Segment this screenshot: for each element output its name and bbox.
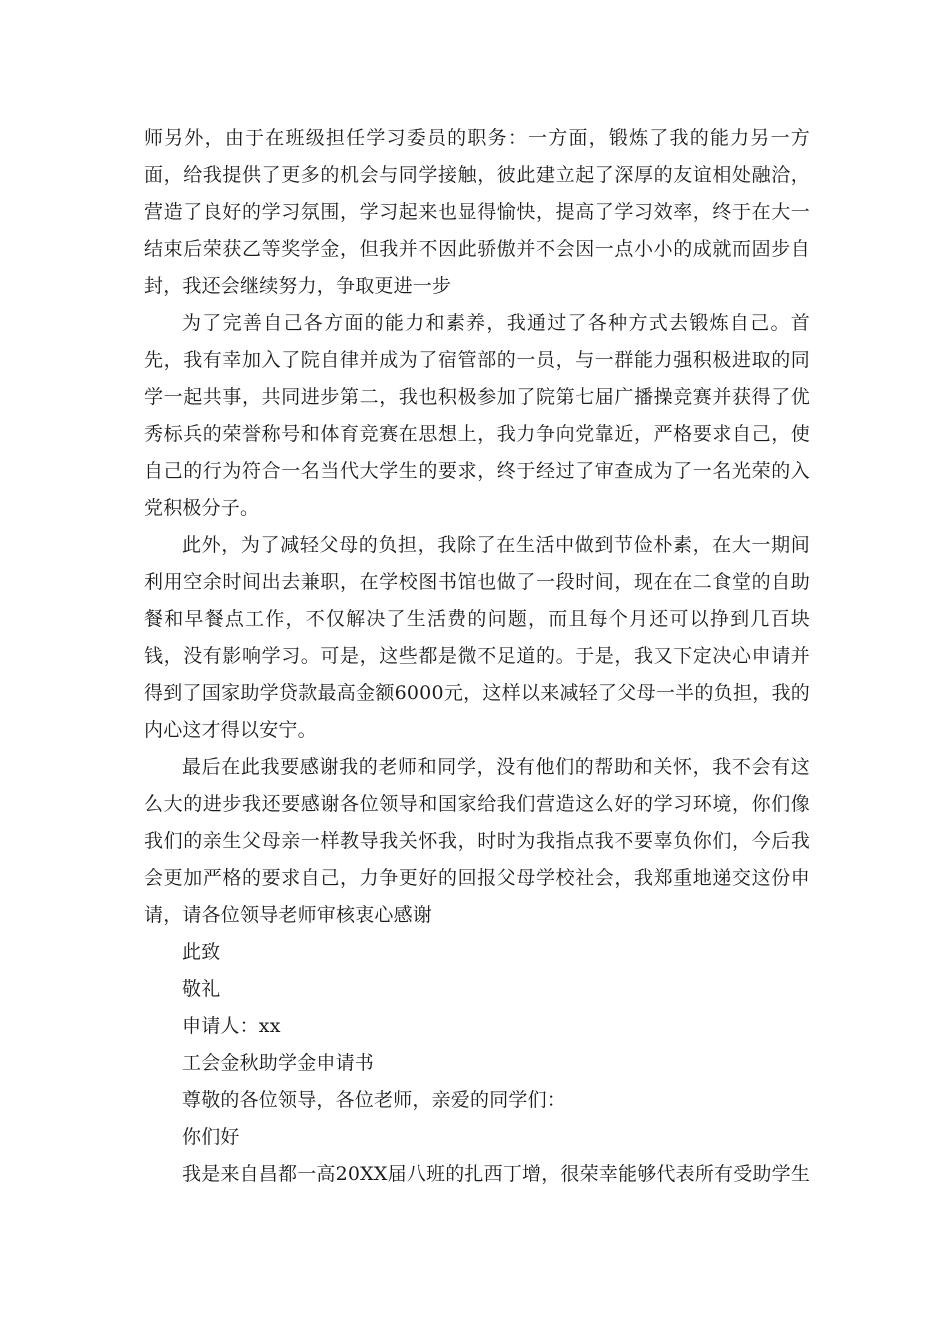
second-letter-title: 工会金秋助学金申请书 — [182, 1052, 375, 1074]
closing-salutation: 此致 — [182, 941, 221, 963]
applicant-signature: 申请人：xx — [182, 1015, 281, 1037]
second-letter-greeting: 尊敬的各位领导，各位老师，亲爱的同学们： — [182, 1089, 567, 1111]
paragraph-self-improvement: 为了完善自己各方面的能力和素养，我通过了各种方式去锻炼自己。首先，我有幸加入了院自律并成为了宿管部的一员，与一群能力强积极进取的同学一起共事，共同进步第二，我也积极参加了院第七届广播操竞赛并获得了优秀标兵的荣誉称号和体育竞赛在思想上，我力争向党靠近，严格要求自己，使自己的行为符合一名当代大学生的要求，终于经过了审查成为了一名光荣的入党积极分子。 — [144, 312, 810, 519]
second-letter-opening: 我是来自昌都一高20XX届八班的扎西丁增，很荣幸能够代表所有受助学生 — [182, 1163, 811, 1185]
paragraph-thanks: 最后在此我要感谢我的老师和同学，没有他们的帮助和关怀，我不会有这么大的进步我还要感谢各位领导和国家给我们营造这么好的学习环境，你们像我们的亲生父母亲一样教导我关怀我，时时为我指点我不要辜负你们，今后我会更加严格的要求自己，力争更好的回报父母学校社会，我郑重地递交这份申请，请各位领导老师审核衷心感谢 — [144, 756, 810, 926]
document-body — [144, 120, 810, 1193]
closing-respect: 敬礼 — [182, 978, 221, 1000]
paragraph-study-committee: 师另外，由于在班级担任学习委员的职务：一方面，锻炼了我的能力另一方面，给我提供了更多的机会与同学接触，彼此建立起了深厚的友谊相处融洽，营造了良好的学习氛围，学习起来也显得愉快，提高了学习效率，终于在大一结束后荣获乙等奖学金，但我并不因此骄傲并不会因一点小小的成就而固步自封，我还会继续努力，争取更进一步 — [144, 127, 810, 297]
second-letter-hello: 你们好 — [182, 1126, 240, 1148]
paragraph-part-time-work: 此外，为了减轻父母的负担，我除了在生活中做到节俭朴素，在大一期间利用空余时间出去兼职，在学校图书馆也做了一段时间，现在在二食堂的自助餐和早餐点工作，不仅解决了生活费的问题，而且每个月还可以挣到几百块钱，没有影响学习。可是，这些都是微不足道的。于是，我又下定决心申请并得到了国家助学贷款最高金额6000元，这样以来减轻了父母一半的负担，我的内心这才得以安宁。 — [144, 534, 810, 741]
